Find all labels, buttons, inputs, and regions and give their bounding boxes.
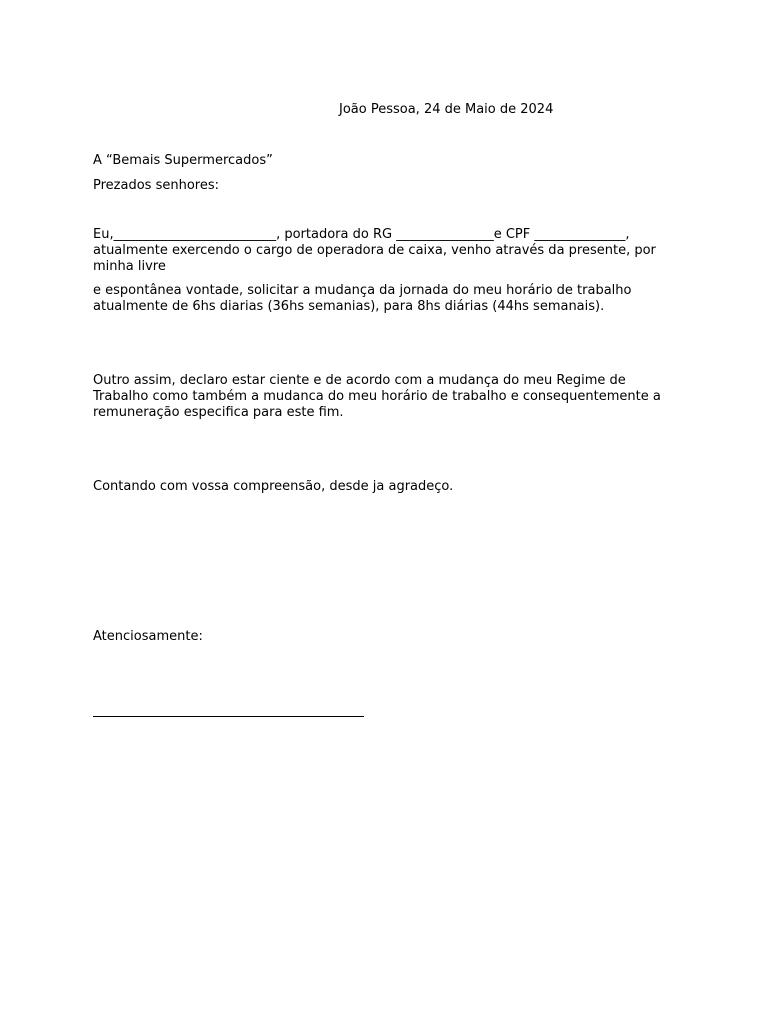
salutation-line: Prezados senhores: bbox=[93, 178, 219, 193]
signature-line bbox=[93, 716, 364, 717]
date-line: João Pessoa, 24 de Maio de 2024 bbox=[339, 102, 554, 117]
paragraph3-line3: remuneração especifica para este fim. bbox=[93, 405, 344, 420]
paragraph1-line3: minha livre bbox=[93, 259, 166, 274]
paragraph3-line1: Outro assim, declaro estar ciente e de acordo com a mudança do meu Regime de bbox=[93, 373, 626, 388]
paragraph2-line1: e espontânea vontade, solicitar a mudança da jornada do meu horário de trabalho bbox=[93, 283, 632, 298]
closing-line: Atenciosamente: bbox=[93, 629, 203, 644]
paragraph2-line2: atualmente de 6hs diarias (36hs semanias), para 8hs diárias (44hs semanais). bbox=[93, 299, 605, 314]
paragraph1-line1: Eu,_________________________, portadora do RG _______________e CPF ______________, bbox=[93, 227, 630, 242]
paragraph3-line2: Trabalho como também a mudanca do meu horário de trabalho e consequentemente a bbox=[93, 389, 661, 404]
paragraph4-line: Contando com vossa compreensão, desde ja agradeço. bbox=[93, 479, 454, 494]
paragraph1-line2: atualmente exercendo o cargo de operadora de caixa, venho através da presente, por bbox=[93, 243, 656, 258]
recipient-line: A “Bemais Supermercados” bbox=[93, 153, 273, 168]
